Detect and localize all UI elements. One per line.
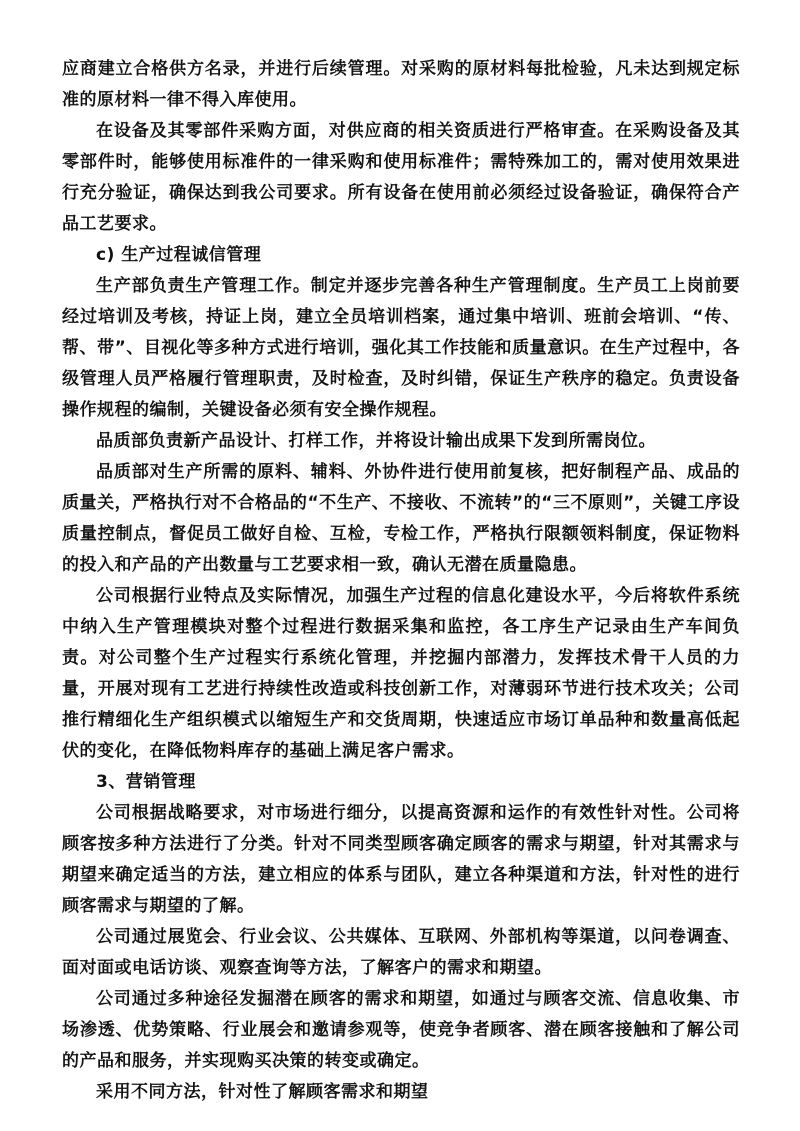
paragraph: 品质部负责新产品设计、打样工作，并将设计输出成果下发到所需岗位。 xyxy=(96,431,656,451)
section-heading-c: c) 生产过程诚信管理 xyxy=(96,245,262,265)
section-heading-3: 3、营销管理 xyxy=(96,772,196,792)
paragraph: 品质部对生产所需的原料、辅料、外协件进行使用前复核，把好制程产品、成品的质量关，严格执行对不合格品的“不生产、不接收、不流转”的“三不原则”，关键工序设质量控制点，督促员工做好自检、互检，专检工作，严格执行限额领料制度，保证物料的投入和产品的产出数量与工艺要求相一致，确认无潜在质量隐患。 xyxy=(62,462,740,575)
paragraph: 在设备及其零部件采购方面，对供应商的相关资质进行严格审查。在采购设备及其零部件时，能够使用标准件的一律采购和使用标准件；需特殊加工的，需对使用效果进行充分验证，确保达到我公司要求。所有设备在使用前必须经过设备验证，确保符合产品工艺要求。 xyxy=(62,121,740,234)
paragraph: 公司根据行业特点及实际情况，加强生产过程的信息化建设水平，今后将软件系统中纳入生产管理模块对整个过程进行数据采集和监控，各工序生产记录由生产车间负责。对公司整个生产过程实行系统化管理，并挖掘内部潜力，发挥技术骨干人员的力量，开展对现有工艺进行持续性改造或科技创新工作，对薄弱环节进行技术攻关；公司推行精细化生产组织模式以缩短生产和交货周期，快速适应市场订单品种和数量高低起伏的变化，在降低物料库存的基础上满足客户需求。 xyxy=(62,586,740,761)
paragraph: 采用不同方法，针对性了解顾客需求和期望 xyxy=(96,1082,429,1102)
paragraph-continuation: 应商建立合格供方名录，并进行后续管理。对采购的原材料每批检验，凡未达到规定标准的原材料一律不得入库使用。 xyxy=(62,59,740,110)
paragraph: 生产部负责生产管理工作。制定并逐步完善各种生产管理制度。生产员工上岗前要经过培训及考核，持证上岗，建立全员培训档案，通过集中培训、班前会培训、“传、帮、带”、目视化等多种方式进行培训，强化其工作技能和质量意识。在生产过程中，各级管理人员严格履行管理职责，及时检查，及时纠错，保证生产秩序的稳定。负责设备操作规程的编制，关键设备必须有安全操作规程。 xyxy=(62,276,740,420)
paragraph: 公司通过展览会、行业会议、公共媒体、互联网、外部机构等渠道，以问卷调查、面对面或电话访谈、观察查询等方法，了解客户的需求和期望。 xyxy=(62,927,740,978)
paragraph: 公司根据战略要求，对市场进行细分，以提高资源和运作的有效性针对性。公司将顾客按多种方法进行了分类。针对不同类型顾客确定顾客的需求与期望，针对其需求与期望来确定适当的方法，建立相应的体系与团队，建立各种渠道和方法，针对性的进行顾客需求与期望的了解。 xyxy=(62,803,740,916)
paragraph: 公司通过多种途径发掘潜在顾客的需求和期望，如通过与顾客交流、信息收集、市场渗透、优势策略、行业展会和邀请参观等，使竞争者顾客、潜在顾客接触和了解公司的产品和服务，并实现购买决策的转变或确定。 xyxy=(62,989,740,1071)
document-body xyxy=(62,54,740,1108)
